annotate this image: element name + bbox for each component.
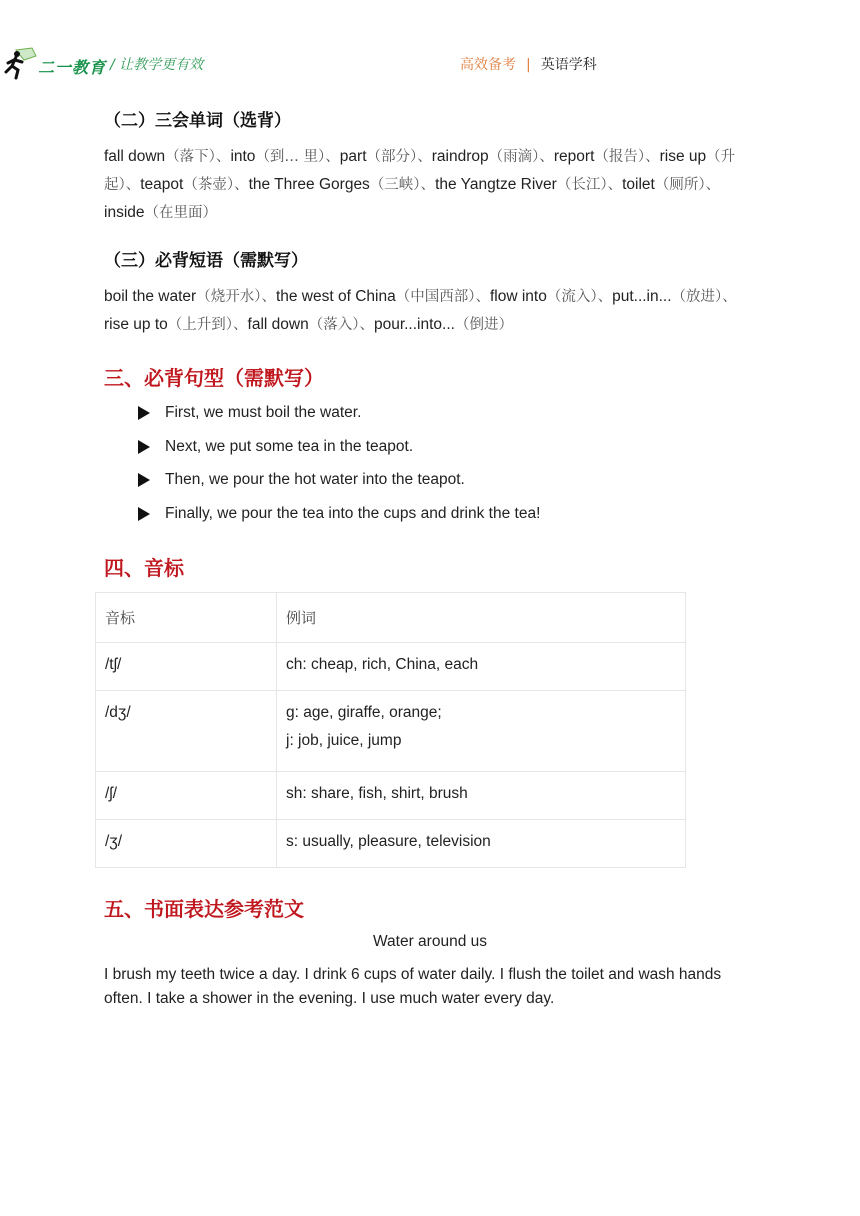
sentence-text: Next, we put some tea in the teapot.: [165, 437, 414, 455]
chinese-gloss: （雨滴）、: [488, 149, 554, 165]
chinese-gloss: （倒进）: [454, 317, 513, 333]
phrases-paragraph: [104, 283, 754, 339]
chinese-gloss: （上升到）、: [167, 317, 248, 333]
chinese-gloss: （三峡）、: [369, 177, 436, 193]
symbol-cell: /ʃ/: [96, 772, 277, 820]
english-term: part: [339, 148, 367, 165]
sentence-text: First, we must boil the water.: [165, 404, 362, 421]
sentence-text: Finally, we pour the tea into the cups and drink the tea!: [165, 504, 541, 522]
chinese-gloss: （落入）、: [308, 317, 374, 333]
english-term: rise up: [659, 148, 707, 165]
english-term: toilet: [622, 176, 655, 193]
examples-line: sh: share, fish, shirt, brush: [286, 785, 468, 802]
essay-body: I brush my teeth twice a day. I drink 6 cups of water daily. I flush the toilet and wash hands often. I take a shower in the evening. I use much water every day.: [104, 966, 722, 1007]
chinese-gloss: （落下）、: [165, 149, 231, 165]
chinese-gloss: （茶壶）、: [183, 177, 249, 193]
chinese-gloss: （在里面）: [144, 205, 217, 221]
table-row: [96, 691, 686, 772]
words-paragraph: [104, 143, 754, 227]
list-item: [136, 499, 540, 533]
running-man-logo-icon: [2, 46, 42, 80]
bullet-triangle-icon: [138, 406, 150, 420]
english-term: report: [553, 148, 595, 165]
header-cell-symbol: 音标: [96, 593, 277, 643]
header-separator: |: [526, 57, 531, 73]
examples-cell: [277, 820, 686, 868]
english-term: flow into: [489, 288, 547, 305]
header-cell-examples: 例词: [277, 593, 686, 643]
symbol-cell: /tʃ/: [96, 643, 277, 691]
phrases-subtitle: （三）必背短语（需默写）: [104, 251, 308, 271]
english-term: boil the water: [104, 288, 197, 305]
english-term: raindrop: [431, 148, 489, 165]
brand-name: 二一教育: [38, 58, 107, 77]
sentence-list: [136, 398, 540, 532]
examples-line: s: usually, pleasure, television: [286, 833, 491, 850]
chinese-gloss: （烧开水）、: [196, 289, 276, 305]
phonetics-table: [95, 592, 686, 868]
symbol-cell: /ʒ/: [96, 820, 277, 868]
english-term: the Yangtze River: [435, 176, 557, 193]
symbol-cell: /dʒ/: [96, 691, 277, 772]
chinese-gloss: （放进）、: [671, 289, 737, 305]
sentences-section-title: 三、必背句型（需默写）: [104, 366, 324, 390]
english-term: teapot: [140, 176, 184, 193]
table-row: [96, 772, 686, 820]
list-item: [136, 432, 540, 466]
chinese-gloss: （中国西部）、: [395, 289, 490, 305]
sentence-text: Then, we pour the hot water into the teapot.: [165, 471, 465, 488]
english-term: the Three Gorges: [248, 176, 370, 193]
english-term: fall down: [247, 316, 309, 333]
chinese-gloss: （到… 里）、: [255, 149, 340, 165]
table-header-row: [96, 593, 686, 643]
examples-line: j: job, juice, jump: [286, 732, 402, 749]
brand-slogan: / 让教学更有效: [110, 57, 204, 73]
examples-cell: [277, 691, 686, 772]
list-item: [136, 398, 540, 432]
english-term: pour...into...: [373, 316, 455, 333]
chinese-gloss: （部分）、: [366, 149, 432, 165]
examples-line: g: age, giraffe, orange;: [286, 704, 442, 721]
writing-section-title: 五、书面表达参考范文: [104, 897, 304, 921]
essay-title: Water around us: [372, 933, 487, 950]
subject-label: 英语学科: [540, 57, 597, 73]
header-right: [460, 54, 597, 74]
examples-line: ch: cheap, rich, China, each: [286, 656, 479, 673]
chinese-gloss: （长江）、: [556, 177, 623, 193]
chinese-gloss: （报告）、: [594, 149, 660, 165]
english-term: fall down: [104, 148, 166, 165]
page-header: [0, 44, 860, 80]
english-term: the west of China: [275, 288, 396, 305]
english-term: rise up to: [104, 316, 168, 333]
phonetics-section-title: 四、音标: [104, 556, 184, 580]
table-row: [96, 643, 686, 691]
bullet-triangle-icon: [138, 440, 150, 454]
bullet-triangle-icon: [138, 507, 150, 521]
bullet-triangle-icon: [138, 473, 150, 487]
chinese-gloss: （厕所）、: [654, 177, 721, 193]
chinese-gloss: （流入）、: [546, 289, 613, 305]
table-row: [96, 820, 686, 868]
english-term: into: [230, 148, 256, 165]
chinese-gloss: （升起）、: [104, 149, 736, 193]
header-label: 高效备考: [460, 57, 516, 73]
english-term: put...in...: [612, 288, 672, 305]
list-item: [136, 465, 540, 499]
examples-cell: [277, 772, 686, 820]
words-subtitle: （二）三会单词（选背）: [104, 111, 291, 131]
examples-cell: [277, 643, 686, 691]
english-term: inside: [104, 204, 145, 221]
